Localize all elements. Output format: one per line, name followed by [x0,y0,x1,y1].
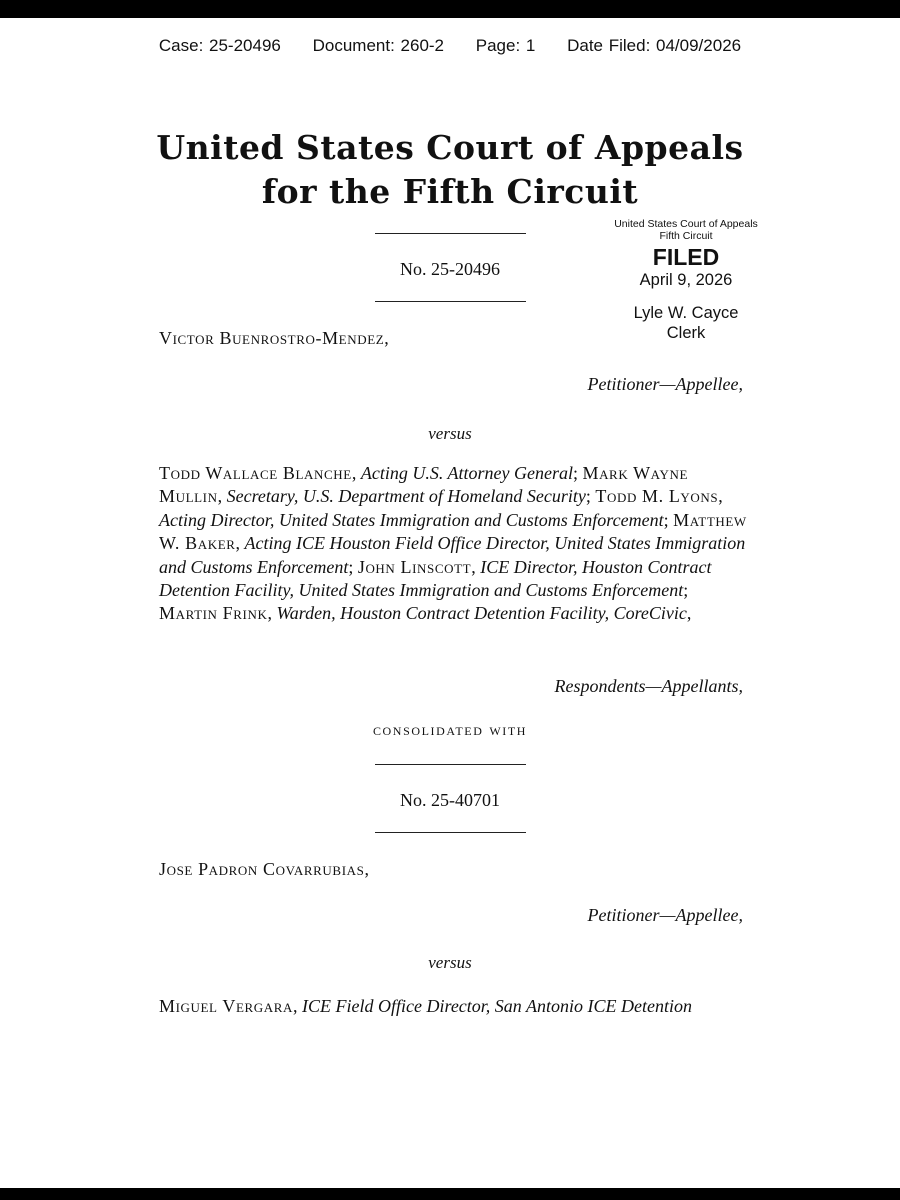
case1-petitioner-role: Petitioner—Appellee, [587,374,743,394]
respondent-name: John Linscott [357,556,472,577]
respondent-name: Martin Frink [159,603,268,624]
stamp-court: United States Court of Appeals [614,218,758,230]
divider-rule [375,301,526,302]
respondent-title: ICE Director, Houston Contract Detention Facility, United States Immigration and Customs Enforcement [159,556,712,601]
case1-respondents-role: Respondents—Appellants, [554,676,743,696]
case1-respondents: Todd Wallace Blanche, Acting U.S. Attorney General; Mark Wayne Mullin, Secretary, U.S. Department of Homeland Security; Todd M. Lyons, Acting Director, United States Immigration and Customs Enforcement; Matthew W. Baker, Acting ICE Houston Field Office Director, United States Immigration and Customs Enforcement; John Linscott, ICE Director, Houston Contract Detention Facility, United States Immigration and Customs Enforcement; Martin Frink, Warden, Houston Contract Detention Facility, CoreCivic, [159,463,747,624]
court-title-line1: United States Court of Appeals [156,128,744,167]
document-number-header: Document: 260-2 [312,36,445,55]
respondent-name: Matthew W. Baker [159,509,747,554]
bottom-scan-border [0,1188,900,1200]
stamp-clerk-name: Lyle W. Cayce [633,304,739,322]
respondent-title: Acting ICE Houston Field Office Director, United States Immigration and Customs Enforcement [159,533,746,577]
case2-number: No. 25-40701 [400,790,500,810]
case1-petitioner: Victor Buenrostro-Mendez, [159,328,390,348]
case2-petitioner: Jose Padron Covarrubias, [159,859,370,879]
filed-stamp [606,218,766,343]
court-title-line2: for the Fifth Circuit [261,172,639,211]
consolidated-with: consolidated with [372,720,528,739]
respondent-title: Secretary, U.S. Department of Homeland Security [226,486,586,507]
respondent-title: ICE Field Office Director, San Antonio ICE Detention [302,996,692,1016]
case2-versus: versus [428,953,472,972]
top-scan-border [0,0,900,18]
divider-rule [375,832,526,833]
divider-rule [375,764,526,765]
respondent-name: Todd Wallace Blanche [159,463,352,483]
case-number-header: Case: 25-20496 [158,36,281,55]
stamp-circuit: Fifth Circuit [659,230,713,242]
respondent-name: Miguel Vergara [159,996,294,1016]
page-number-header: Page: 1 [475,36,536,55]
case2-petitioner-role: Petitioner—Appellee, [587,905,743,925]
divider-rule [375,233,526,234]
stamp-clerk-title: Clerk [666,324,706,342]
stamp-status: FILED [652,244,720,270]
case1-versus: versus [428,424,472,443]
respondent-title: Acting U.S. Attorney General [360,463,573,483]
respondent-name: Todd M. Lyons [595,486,719,507]
date-filed-header: Date Filed: 04/09/2026 [567,36,742,55]
stamp-date: April 9, 2026 [639,271,733,289]
respondent-name: Mark Wayne Mullin [159,463,688,507]
filing-header [0,36,900,56]
case1-number: No. 25-20496 [400,259,500,279]
respondent-title: Acting Director, United States Immigration and Customs Enforcement [159,509,664,530]
case2-respondent: Miguel Vergara, ICE Field Office Director, San Antonio ICE Detention [159,996,692,1016]
respondent-title: Warden, Houston Contract Detention Facility, CoreCivic [276,603,687,624]
